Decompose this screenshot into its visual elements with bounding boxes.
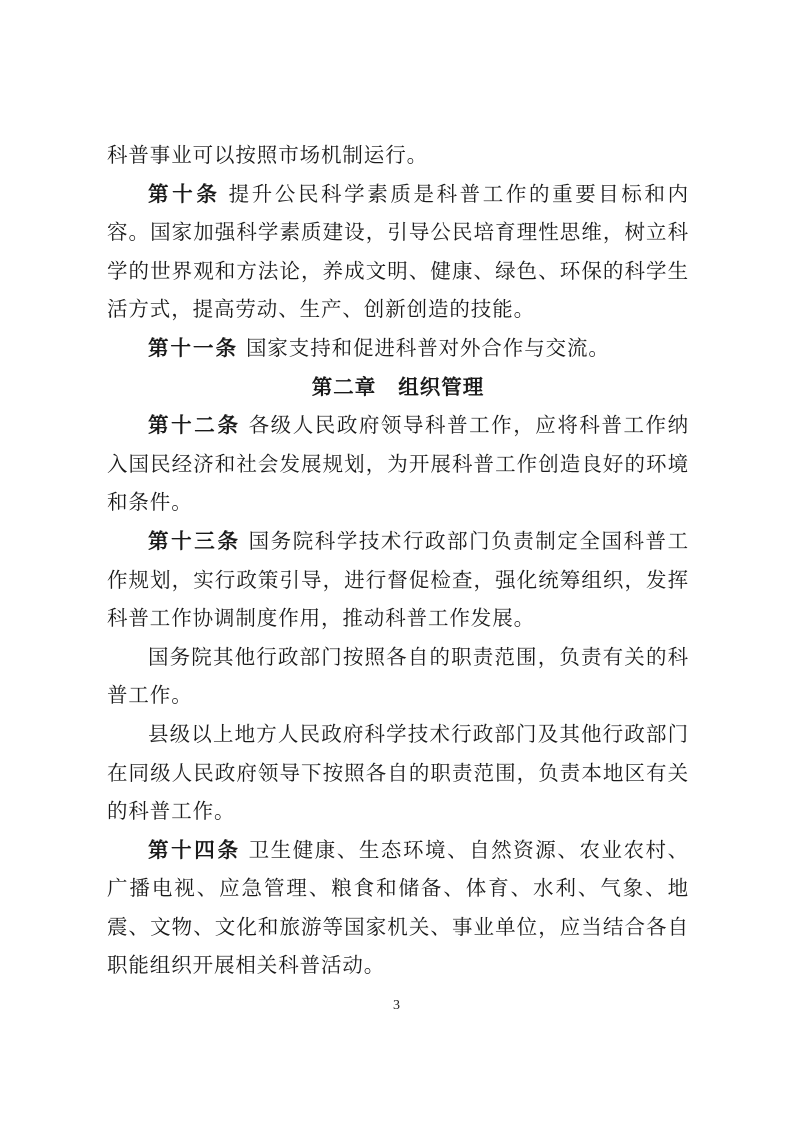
article-label: 第十一条 [148, 335, 238, 360]
paragraph-text: 科普事业可以按照市场机制运行。 [107, 143, 428, 167]
article-text: 国务院科学技术行政部门负责制定全国科普工作规划，实行政策引导，进行督促检查，强化统筹组织，发挥科普工作协调制度作用，推动科普工作发展。 [107, 528, 689, 631]
page-body [107, 136, 689, 985]
article-11 [107, 329, 689, 368]
page-number: 3 [393, 998, 400, 1013]
chapter-title: 组织管理 [398, 374, 485, 399]
article-13 [107, 522, 689, 638]
article-label: 第十二条 [148, 413, 241, 438]
article-text: 国家支持和促进科普对外合作与交流。 [246, 335, 610, 360]
paragraph-plain [107, 638, 689, 715]
article-label: 第十条 [148, 181, 221, 206]
article-12 [107, 406, 689, 522]
article-10 [107, 175, 689, 329]
article-14 [107, 831, 689, 985]
chapter-number: 第二章 [311, 374, 377, 399]
paragraph-plain [107, 715, 689, 831]
article-text: 卫生健康、生态环境、自然资源、农业农村、广播电视、应急管理、粮食和储备、体育、水利、气象、地震、文物、文化和旅游等国家机关、事业单位，应当结合各自职能组织开展相关科普活动。 [107, 837, 689, 978]
paragraph-text: 国务院其他行政部门按照各自的职责范围，负责有关的科普工作。 [107, 644, 689, 708]
article-label: 第十四条 [148, 837, 241, 862]
article-text: 各级人民政府领导科普工作，应将科普工作纳入国民经济和社会发展规划，为开展科普工作创造良好的环境和条件。 [107, 413, 689, 515]
paragraph-text: 县级以上地方人民政府科学技术行政部门及其他行政部门在同级人民政府领导下按照各自的职责范围，负责本地区有关的科普工作。 [107, 721, 689, 824]
article-text: 提升公民科学素质是科普工作的重要目标和内容。国家加强科学素质建设，引导公民培育理性思维，树立科学的世界观和方法论，养成文明、健康、绿色、环保的科学生活方式，提高劳动、生产、创新创造的技能。 [107, 181, 690, 322]
chapter-heading [107, 368, 689, 407]
article-label: 第十三条 [148, 528, 241, 553]
paragraph-continuation [107, 136, 689, 175]
